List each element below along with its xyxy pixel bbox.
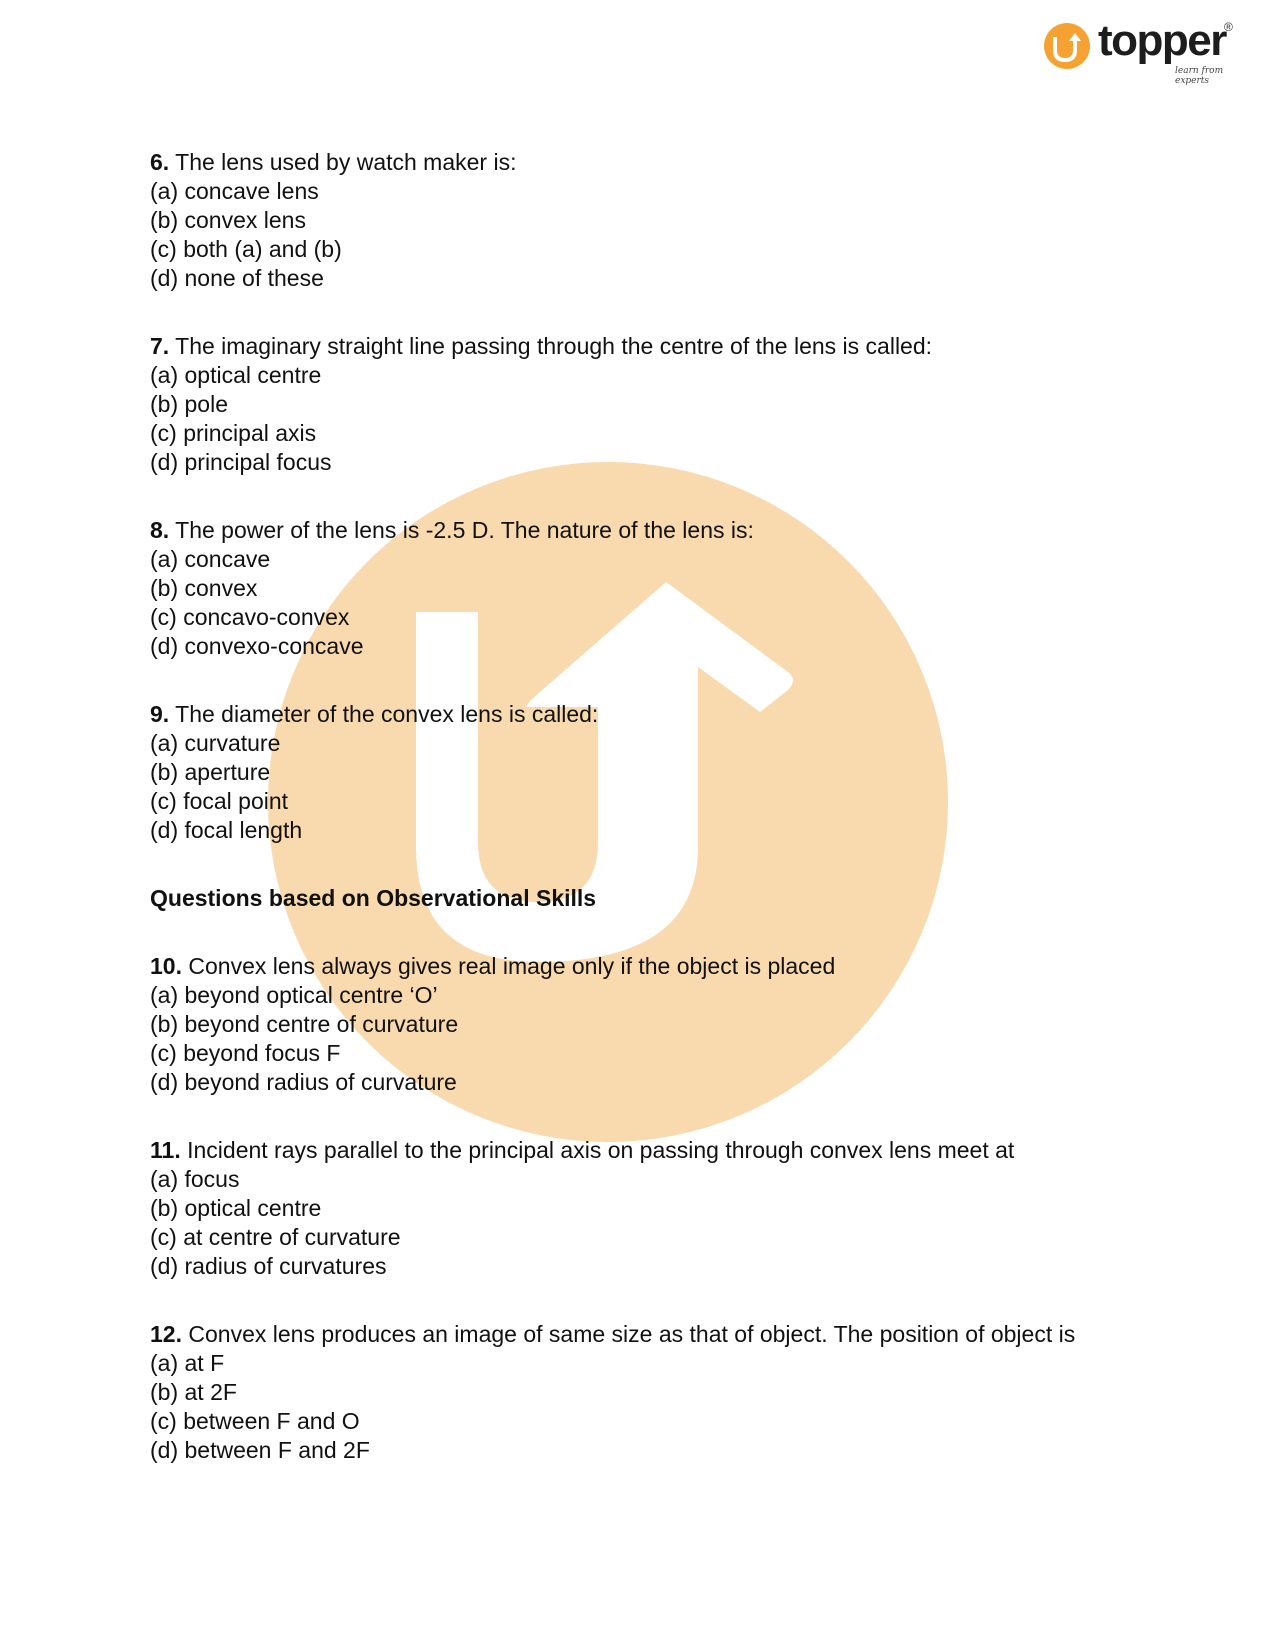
question-10 xyxy=(150,952,1110,1097)
option-a: (a) concave xyxy=(150,546,271,572)
option-c: (c) concavo-convex xyxy=(150,604,350,630)
option-a: (a) curvature xyxy=(150,730,281,756)
question-list xyxy=(150,148,1110,1504)
question-11 xyxy=(150,1136,1110,1281)
question-number: 12. xyxy=(150,1321,182,1347)
question-stem: The lens used by watch maker is: xyxy=(169,149,517,175)
option-c: (c) principal axis xyxy=(150,420,317,446)
option-d: (d) focal length xyxy=(150,817,303,843)
option-a: (a) focus xyxy=(150,1166,240,1192)
question-8 xyxy=(150,516,1110,661)
question-stem: Convex lens always gives real image only if the object is placed xyxy=(181,953,836,979)
question-text xyxy=(150,1136,1110,1165)
question-text xyxy=(150,148,1110,177)
option-d: (d) convexo-concave xyxy=(150,633,364,659)
question-text xyxy=(150,1320,1110,1349)
option-d: (d) between F and 2F xyxy=(150,1437,370,1463)
question-text xyxy=(150,516,1110,545)
question-number: 7. xyxy=(150,333,170,359)
question-number: 8. xyxy=(150,517,170,543)
question-7 xyxy=(150,332,1110,477)
option-b: (b) convex lens xyxy=(150,207,306,233)
option-b: (b) at 2F xyxy=(150,1379,237,1405)
question-stem: Incident rays parallel to the principal axis on passing through convex lens meet at xyxy=(180,1137,1015,1163)
option-d: (d) principal focus xyxy=(150,449,332,475)
option-d: (d) radius of curvatures xyxy=(150,1253,387,1279)
question-number: 11. xyxy=(150,1137,181,1163)
option-c: (c) beyond focus F xyxy=(150,1040,341,1066)
logo-wordmark: topper xyxy=(1098,16,1226,65)
option-b: (b) beyond centre of curvature xyxy=(150,1011,459,1037)
section-heading: Questions based on Observational Skills xyxy=(150,885,597,911)
option-b: (b) convex xyxy=(150,575,258,601)
question-text xyxy=(150,700,1110,729)
question-text xyxy=(150,332,1110,361)
option-a: (a) optical centre xyxy=(150,362,322,388)
logo-tagline: learn from experts xyxy=(1175,66,1224,86)
question-number: 10. xyxy=(150,953,182,979)
question-9 xyxy=(150,700,1110,845)
question-stem: The power of the lens is -2.5 D. The nature of the lens is: xyxy=(169,517,754,543)
option-a: (a) concave lens xyxy=(150,178,319,204)
logo-u-icon xyxy=(1044,23,1090,69)
option-b: (b) aperture xyxy=(150,759,271,785)
question-6 xyxy=(150,148,1110,293)
option-c: (c) both (a) and (b) xyxy=(150,236,342,262)
option-b: (b) pole xyxy=(150,391,228,417)
topper-logo xyxy=(1040,16,1240,86)
option-a: (a) beyond optical centre ‘O’ xyxy=(150,982,438,1008)
option-c: (c) focal point xyxy=(150,788,289,814)
question-text xyxy=(150,952,1110,981)
option-d: (d) none of these xyxy=(150,265,324,291)
option-b: (b) optical centre xyxy=(150,1195,322,1221)
question-12 xyxy=(150,1320,1110,1465)
registered-mark: ® xyxy=(1224,20,1233,34)
question-stem: The imaginary straight line passing through the centre of the lens is called: xyxy=(169,333,933,359)
question-stem: The diameter of the convex lens is called: xyxy=(169,701,599,727)
question-stem: Convex lens produces an image of same size as that of object. The position of object is xyxy=(181,1321,1076,1347)
option-d: (d) beyond radius of curvature xyxy=(150,1069,457,1095)
question-number: 9. xyxy=(150,701,170,727)
question-number: 6. xyxy=(150,149,170,175)
option-c: (c) at centre of curvature xyxy=(150,1224,401,1250)
option-c: (c) between F and O xyxy=(150,1408,360,1434)
option-a: (a) at F xyxy=(150,1350,225,1376)
